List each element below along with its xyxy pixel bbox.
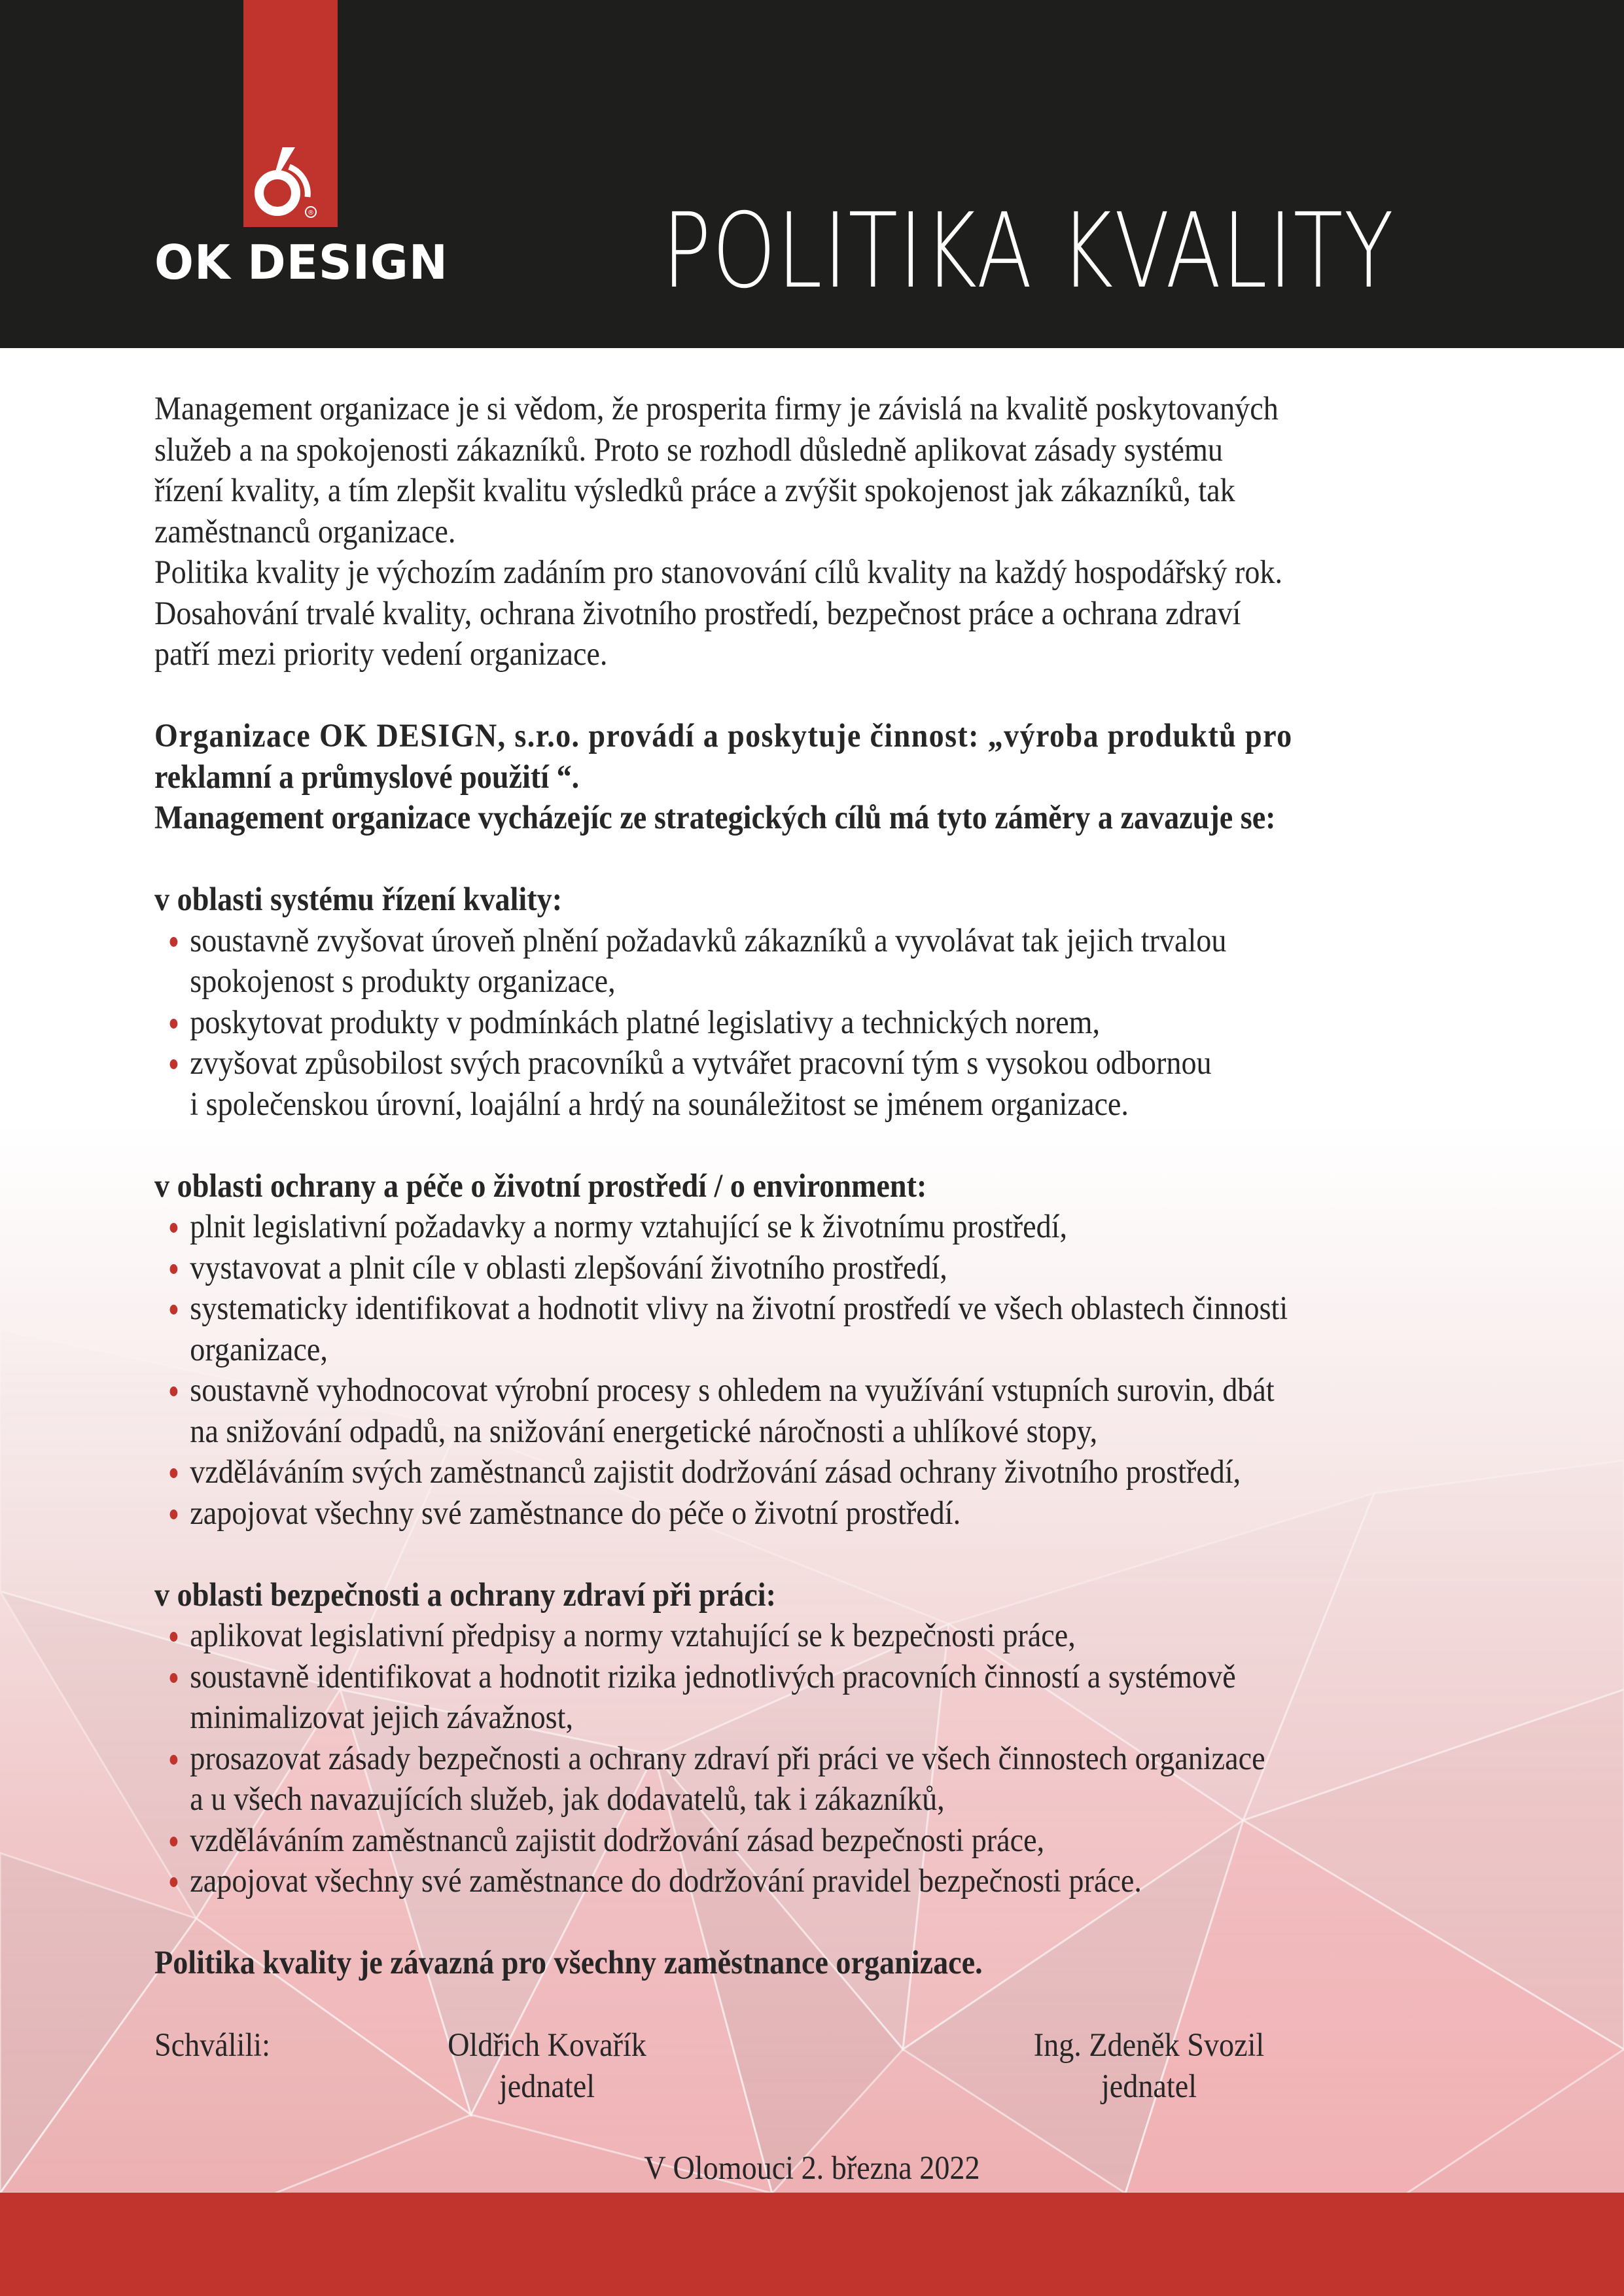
bullet-item [154,1861,1398,1902]
bullet-icon [170,1632,178,1642]
signer-2 [1013,2025,1285,2107]
bullet-text: zapojovat všechny své zaměstnance do dodržování pravidel bezpečnosti práce. [190,1863,1142,1899]
bullet-icon [170,937,178,947]
signer-role: jednatel [1101,2068,1197,2105]
bullet-text: systematicky identifikovat a hodnotit vlivy na životní prostředí ve všech oblastech činnosti [190,1290,1288,1327]
bullet-text: zvyšovat způsobilost svých pracovníků a vytvářet pracovní tým s vysokou odbornou [190,1045,1212,1082]
bullet-text: vzděláváním svých zaměstnanců zajistit dodržování zásad ochrany životního prostředí, [190,1454,1241,1491]
bullet-text: plnit legislativní požadavky a normy vztahující se k životnímu prostředí, [190,1209,1068,1245]
bullet-continuation: organizace, [190,1331,328,1368]
approval-block [154,2025,1528,2110]
bullet-icon [170,1305,178,1315]
bullet-item [154,1739,1398,1780]
signer-role: jednatel [499,2068,595,2105]
bullet-item [154,1002,1398,1044]
bullet-item [154,1370,1398,1411]
bullet-item [154,1207,1398,1248]
bullet-item [154,1493,1398,1534]
bullet-text: vystavovat a plnit cíle v oblasti zlepšování životního prostředí, [190,1249,947,1286]
bullet-item [154,921,1398,962]
bullet-continuation: minimalizovat jejich závažnost, [190,1699,574,1736]
intro-line: zaměstnanců organizace. [154,513,456,550]
bullet-icon [170,1386,178,1396]
intro-line: Dosahování trvalé kvality, ochrana životního prostředí, bezpečnost práce a ochrana zdraví [154,595,1241,632]
bullet-icon [170,1673,178,1683]
bullet-icon [170,1837,178,1846]
bullet-icon [170,1223,178,1233]
intro-line: řízení kvality, a tím zlepšit kvalitu výsledků práce a zvýšit spokojenost jak zákazníků, tak [154,472,1235,509]
section-heading: v oblasti bezpečnosti a ochrany zdraví při práci: [154,1576,776,1614]
approved-by-label: Schválili: [154,2027,270,2064]
intro-line: služeb a na spokojenosti zákazníků. Proto se rozhodl důsledně aplikovat zásady systému [154,431,1223,468]
bullet-item [154,1616,1398,1657]
statement-line: reklamní a průmyslové použití “. [154,758,580,796]
section-quality [154,879,1528,1125]
page-title: POLITIKA KVALITY [662,191,1395,311]
intro-paragraph [154,389,1528,675]
bullet-icon [170,1019,178,1029]
bullet-item [154,1657,1398,1698]
bullet-text: vzděláváním zaměstnanců zajistit dodržování zásad bezpečnosti práce, [190,1822,1045,1859]
bullet-icon [170,1877,178,1887]
bullet-item [154,1288,1398,1330]
ok-design-six-logo-icon [243,147,338,227]
intro-line: patří mezi priority vedení organizace. [154,636,608,673]
bullet-text: zapojovat všechny své zaměstnance do péče o životní prostředí. [190,1494,961,1532]
bullet-icon [170,1510,178,1519]
footer-red-bar [0,2193,1624,2296]
bullet-text: aplikovat legislativní předpisy a normy vztahující se k bezpečnosti práce, [190,1617,1076,1654]
bullet-icon [170,1468,178,1478]
bullet-text: soustavně zvyšovat úroveň plnění požadavků zákazníků a vyvolávat tak jejich trvalou [190,922,1227,959]
bullet-text: soustavně identifikovat a hodnotit rizika jednotlivých pracovních činností a systémově [190,1658,1236,1695]
bullet-continuation: i společenskou úrovní, loajální a hrdý na sounáležitost se jménem organizace. [190,1086,1129,1123]
registered-mark: ® [308,209,314,217]
bullet-item [154,1248,1398,1289]
brand-name: OK DESIGN [154,235,448,290]
place-and-date: V Olomouci 2. března 2022 [644,2150,980,2187]
signer-name: Ing. Zdeněk Svozil [1033,2027,1265,2064]
policy-content [154,389,1528,1984]
bullet-text: soustavně vyhodnocovat výrobní procesy s ohledem na využívání vstupních surovin, dbát [190,1372,1275,1409]
statement-line: Organizace OK DESIGN, s.r.o. provádí a poskytuje činnost: „výroba produktů pro [154,718,1293,754]
bullet-item [154,1452,1398,1493]
bullet-continuation: na snižování odpadů, na snižování energetické náročnosti a uhlíkové stopy, [190,1413,1098,1450]
bullet-item [154,1820,1398,1862]
signer-1 [429,2025,665,2107]
closing-statement: Politika kvality je závazná pro všechny zaměstnance organizace. [154,1945,983,1981]
bullet-icon [170,1059,178,1069]
statement-line: Management organizace vycházejíc ze strategických cílů má tyto záměry a zavazuje se: [154,800,1276,836]
company-statement [154,716,1528,839]
bullet-text: poskytovat produkty v podmínkách platné legislativy a technických norem, [190,1004,1101,1041]
bullet-continuation: spokojenost s produkty organizace, [190,963,616,1000]
bullet-text: prosazovat zásady bezpečnosti a ochrany zdraví při práci ve všech činnostech organizace [190,1740,1265,1777]
intro-line: Management organizace je si vědom, že prosperita firmy je závislá na kvalitě poskytovaných [154,391,1279,427]
signer-name: Oldřich Kovařík [448,2027,646,2064]
bullet-item [154,1043,1398,1084]
page-header [0,0,1624,348]
section-heading: v oblasti systému řízení kvality: [154,881,563,918]
bullet-icon [170,1264,178,1274]
section-environment [154,1166,1528,1534]
section-heading: v oblasti ochrany a péče o životní prostředí / o environment: [154,1167,927,1205]
bullet-continuation: a u všech navazujících služeb, jak dodavatelů, tak i zákazníků, [190,1781,945,1818]
section-safety [154,1575,1528,1902]
intro-line: Politika kvality je výchozím zadáním pro stanovování cílů kvality na každý hospodářský rok. [154,554,1283,591]
bullet-icon [170,1755,178,1765]
